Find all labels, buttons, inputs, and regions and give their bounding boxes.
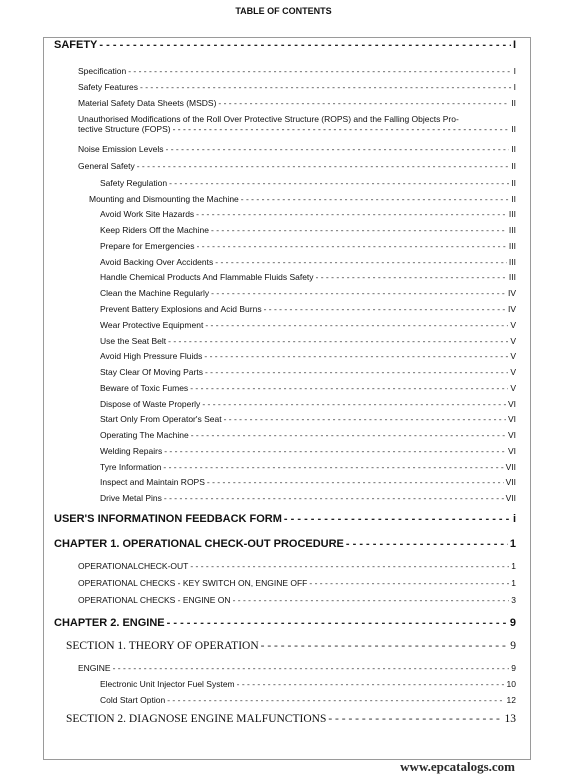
- toc-leader: [128, 67, 511, 76]
- toc-entry-page: V: [510, 383, 516, 393]
- toc-entry-text: Drive Metal Pins: [100, 493, 162, 503]
- toc-entry-text: Mounting and Dismounting the Machine: [89, 194, 239, 204]
- toc-entry-page: IV: [507, 288, 516, 298]
- toc-entry[interactable]: [78, 664, 516, 673]
- toc-entry-page: 3: [511, 595, 516, 605]
- toc-entry-text: OPERATIONALCHECK-OUT: [78, 561, 189, 571]
- toc-entry-text: Electronic Unit Injector Fuel System: [100, 679, 235, 689]
- toc-leader: [197, 242, 507, 251]
- toc-entry[interactable]: [100, 447, 516, 456]
- toc-entry[interactable]: [78, 67, 516, 76]
- toc-entry-page: II: [511, 144, 516, 154]
- toc-entry-page: III: [508, 241, 516, 251]
- toc-entry[interactable]: [78, 83, 516, 92]
- toc-entry-wrapped[interactable]: [78, 114, 516, 134]
- toc-entry-text: Use the Seat Belt: [100, 336, 167, 346]
- toc-leader: [204, 352, 508, 361]
- toc-entry-page: I: [513, 66, 516, 76]
- toc-entry-page: VI: [507, 414, 516, 424]
- toc-leader: [205, 321, 508, 330]
- toc-entry-text: Stay Clear Of Moving Parts: [100, 367, 203, 377]
- toc-entry-text: General Safety: [78, 161, 135, 171]
- toc-entry-text: Tyre Information: [100, 462, 162, 472]
- toc-leader: [113, 664, 510, 673]
- toc-entry-page: II: [511, 194, 516, 204]
- toc-leader: [190, 384, 508, 393]
- toc-entry[interactable]: [100, 400, 516, 409]
- toc-entry-text: Safety Regulation: [100, 178, 168, 188]
- toc-entry-page: VI: [507, 430, 516, 440]
- toc-leader: [168, 337, 508, 346]
- toc-leader: [164, 494, 504, 503]
- toc-entry-section-2[interactable]: [66, 714, 516, 726]
- toc-leader: [173, 124, 510, 134]
- toc-entry-page: 9: [511, 663, 516, 673]
- toc-leader: [190, 562, 509, 571]
- toc-entry-page: 13: [504, 713, 516, 725]
- toc-leader: [191, 431, 506, 440]
- toc-leader: [346, 539, 508, 550]
- toc-leader: [241, 195, 509, 204]
- toc-entry-page: III: [508, 225, 516, 235]
- toc-entry-text: Operating The Machine: [100, 430, 189, 440]
- toc-entry-text: SECTION 1. THEORY OF OPERATION: [66, 640, 259, 652]
- toc-entry[interactable]: [100, 289, 516, 298]
- toc-entry-section-1[interactable]: [66, 641, 516, 653]
- toc-entry-text: Start Only From Operator's Seat: [100, 414, 222, 424]
- toc-entry[interactable]: [100, 179, 516, 188]
- toc-entry-text: Specification: [78, 66, 127, 76]
- toc-entry[interactable]: [100, 337, 516, 346]
- toc-entry[interactable]: [100, 415, 516, 424]
- toc-leader: [169, 179, 509, 188]
- toc-entry[interactable]: [100, 305, 516, 314]
- toc-entry-text: Welding Repairs: [100, 446, 163, 456]
- toc-entry[interactable]: [100, 273, 516, 282]
- toc-entry-page: VI: [507, 446, 516, 456]
- toc-entry-text: Safety Features: [78, 82, 139, 92]
- toc-entry-page: VI: [507, 399, 516, 409]
- toc-leader: [167, 696, 504, 705]
- toc-entry-page: i: [512, 513, 516, 525]
- toc-entry-page: III: [508, 257, 516, 267]
- toc-leader: [328, 714, 502, 726]
- toc-entry-page: V: [510, 336, 516, 346]
- toc-entry-text: SECTION 2. DIAGNOSE ENGINE MALFUNCTIONS: [66, 713, 327, 725]
- toc-entry-page: III: [508, 272, 516, 282]
- toc-entry-text: Avoid High Pressure Fluids: [100, 351, 203, 361]
- toc-entry[interactable]: [100, 242, 516, 251]
- toc-leader: [202, 400, 506, 409]
- toc-entry-text: Prepare for Emergencies: [100, 241, 195, 251]
- toc-entry-page: VII: [505, 462, 516, 472]
- toc-entry-chapter-2[interactable]: [54, 618, 516, 629]
- toc-entry-page: 1: [511, 561, 516, 571]
- toc-entry[interactable]: [78, 99, 516, 108]
- toc-entry[interactable]: [78, 596, 516, 605]
- toc-leader: [316, 273, 507, 282]
- toc-leader: [233, 596, 510, 605]
- toc-entry[interactable]: [100, 210, 516, 219]
- toc-entry-safety[interactable]: [54, 40, 516, 51]
- toc-entry-page: II: [511, 124, 516, 134]
- toc-entry[interactable]: [100, 368, 516, 377]
- toc-entry-text: Inspect and Maintain ROPS: [100, 477, 205, 487]
- toc-entry-text: Handle Chemical Products And Flammable Fluids Safety: [100, 272, 314, 282]
- toc-leader: [163, 463, 503, 472]
- toc-entry[interactable]: [100, 226, 516, 235]
- toc-entry[interactable]: [100, 478, 516, 487]
- toc-entry-text: OPERATIONAL CHECKS - KEY SWITCH ON, ENGINE OFF: [78, 578, 308, 588]
- toc-leader: [207, 478, 504, 487]
- watermark: www.epcatalogs.com: [400, 759, 515, 774]
- toc-entry-page: 1: [511, 578, 516, 588]
- toc-entry-page: II: [511, 98, 516, 108]
- toc-leader: [224, 415, 506, 424]
- toc-entry-text: Wear Protective Equipment: [100, 320, 204, 330]
- toc-entry-page: 9: [509, 617, 516, 629]
- toc-entry-text-line2: tective Structure (FOPS): [78, 124, 171, 134]
- toc-entry-page: III: [508, 209, 516, 219]
- toc-entry-text: CHAPTER 1. OPERATIONAL CHECK-OUT PROCEDURE: [54, 538, 344, 550]
- toc-entry[interactable]: [100, 463, 516, 472]
- toc-entry[interactable]: [100, 680, 516, 689]
- toc-entry-page: IV: [507, 304, 516, 314]
- toc-entry[interactable]: [100, 494, 516, 503]
- toc-entry-chapter-1[interactable]: [54, 539, 516, 550]
- toc-leader: [218, 99, 509, 108]
- page-title: TABLE OF CONTENTS: [235, 6, 332, 16]
- toc-leader: [166, 145, 510, 154]
- toc-entry-feedback-form[interactable]: [54, 514, 516, 525]
- toc-entry-text: Cold Start Option: [100, 695, 166, 705]
- toc-entry-text-line1: Unauthorised Modifications of the Roll Over Protective Structure (ROPS) and the Falling Objects Pro-: [78, 114, 459, 124]
- toc-entry-text: Avoid Backing Over Accidents: [100, 257, 214, 267]
- toc-entry-page: 12: [506, 695, 516, 705]
- toc-entry[interactable]: [89, 195, 516, 204]
- toc-leader: [205, 368, 508, 377]
- toc-entry-text: CHAPTER 2. ENGINE: [54, 617, 165, 629]
- toc-entry[interactable]: [100, 321, 516, 330]
- toc-entry-text: Dispose of Waste Properly: [100, 399, 201, 409]
- toc-entry[interactable]: [78, 145, 516, 154]
- toc-entry-text: USER'S INFORMATINON FEEDBACK FORM: [54, 513, 282, 525]
- toc-leader: [164, 447, 506, 456]
- toc-entry-text: Avoid Work Site Hazards: [100, 209, 195, 219]
- toc-leader: [99, 40, 511, 51]
- toc-entry-page: V: [510, 320, 516, 330]
- toc-leader: [137, 162, 510, 171]
- toc-entry[interactable]: [100, 258, 516, 267]
- toc-entry-text: OPERATIONAL CHECKS - ENGINE ON: [78, 595, 231, 605]
- toc-entry-text: Noise Emission Levels: [78, 144, 164, 154]
- toc-entry-page: 10: [506, 679, 516, 689]
- toc-entry[interactable]: [78, 162, 516, 171]
- toc-leader: [309, 579, 509, 588]
- toc-entry-page: I: [513, 82, 516, 92]
- toc-entry-text: Beware of Toxic Fumes: [100, 383, 189, 393]
- toc-entry[interactable]: [100, 384, 516, 393]
- toc-entry-page: II: [511, 178, 516, 188]
- toc-entry[interactable]: [100, 696, 516, 705]
- toc-entry-page: 1: [509, 538, 516, 550]
- toc-leader: [264, 305, 506, 314]
- toc-entry-text: Material Safety Data Sheets (MSDS): [78, 98, 217, 108]
- toc-entry-page: VII: [505, 493, 516, 503]
- toc-entry-page: 9: [510, 640, 516, 652]
- toc-leader: [196, 210, 507, 219]
- toc-entry[interactable]: [78, 579, 516, 588]
- toc-entry[interactable]: [100, 352, 516, 361]
- toc-entry-page: II: [511, 161, 516, 171]
- toc-entry-page: V: [510, 351, 516, 361]
- toc-leader: [284, 514, 511, 525]
- toc-entry-page: VII: [505, 477, 516, 487]
- toc-entry-text: Prevent Battery Explosions and Acid Burns: [100, 304, 262, 314]
- toc-leader: [211, 289, 506, 298]
- toc-entry-text: SAFETY: [54, 39, 98, 51]
- toc-leader: [167, 618, 508, 629]
- toc-entry[interactable]: [78, 562, 516, 571]
- toc-leader: [211, 226, 507, 235]
- toc-leader: [215, 258, 507, 267]
- toc-entry-text: Clean the Machine Regularly: [100, 288, 210, 298]
- toc-entry-page: I: [512, 39, 516, 51]
- toc-entry-text: ENGINE: [78, 663, 111, 673]
- toc-leader: [261, 641, 509, 653]
- toc-leader: [140, 83, 512, 92]
- toc-entry[interactable]: [100, 431, 516, 440]
- toc-entry-page: V: [510, 367, 516, 377]
- toc-entry-text: Keep Riders Off the Machine: [100, 225, 209, 235]
- toc-leader: [237, 680, 505, 689]
